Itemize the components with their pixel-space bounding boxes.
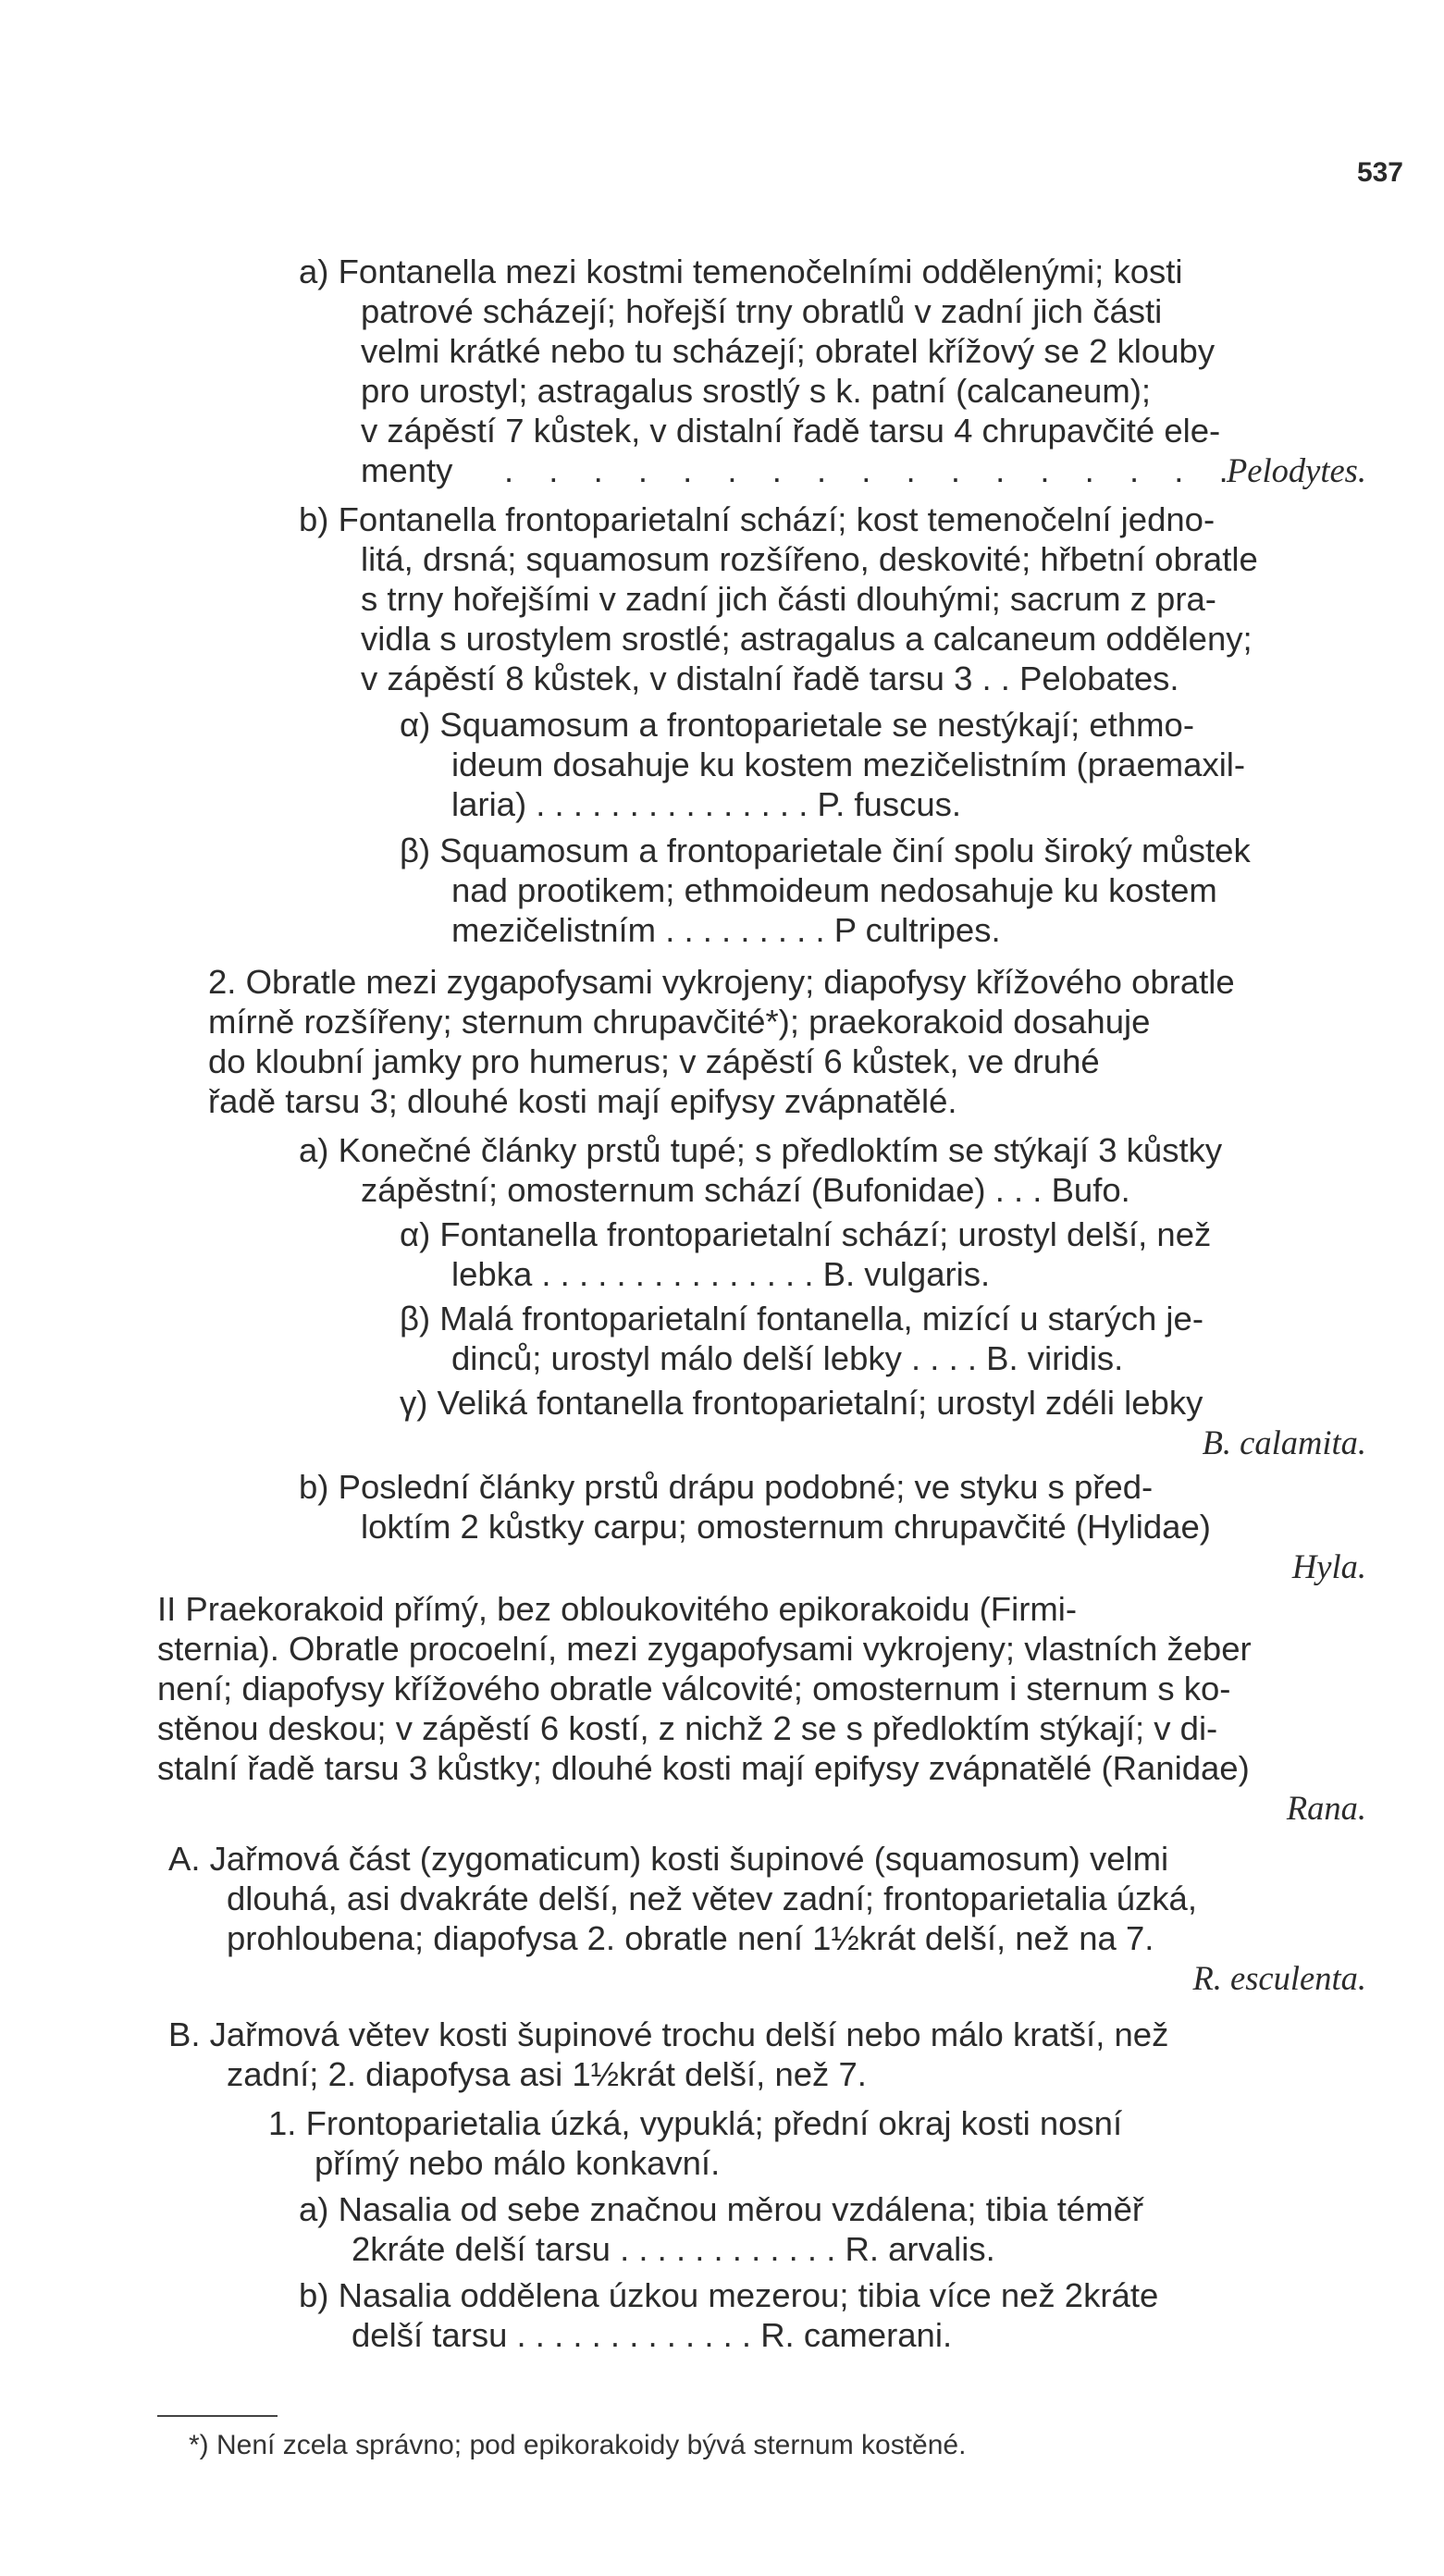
text-line: a) Nasalia od sebe značnou měrou vzdálena; tibia téměř	[299, 2190, 1144, 2228]
text-line: α) Squamosum a frontoparietale se nestýkají; ethmo-	[400, 706, 1194, 744]
text-line: 2kráte delší tarsu . . . . . . . . . . . . R. arvalis.	[352, 2230, 995, 2268]
text-line: sternia). Obratle procoelní, mezi zygapofysami vykrojeny; vlastních žeber	[157, 1630, 1252, 1668]
text-line: pro urostyl; astragalus srostlý s k. patní (calcaneum);	[361, 372, 1152, 410]
text-line: dinců; urostyl málo delší lebky . . . . B. viridis.	[451, 1339, 1124, 1377]
species-name: B. calamita.	[1202, 1424, 1366, 1461]
species-name: R. esculenta.	[1192, 1959, 1366, 1997]
text-line: zápěstní; omosternum schází (Bufonidae) . . . Bufo.	[361, 1171, 1130, 1209]
text-line: nad prootikem; ethmoideum nedosahuje ku kostem	[451, 871, 1217, 909]
text-line: v zápěstí 8 kůstek, v distalní řadě tarsu 3 . . Pelobates.	[361, 659, 1179, 697]
text-line: B. Jařmová větev kosti šupinové trochu delší nebo málo kratší, než	[168, 2015, 1169, 2053]
genus-name: Hyla.	[1291, 1547, 1366, 1585]
text-line: není; diapofysy křížového obratle válcovité; omosternum i sternum s ko-	[157, 1670, 1231, 1707]
text-line: b) Fontanella frontoparietalní schází; kost temenočelní jedno-	[299, 500, 1216, 538]
text-line: litá, drsná; squamosum rozšířeno, deskovité; hřbetní obratle	[361, 540, 1258, 578]
text-line: II Praekorakoid přímý, bez obloukovitého epikorakoidu (Firmi-	[157, 1590, 1078, 1628]
text-line: přímý nebo málo konkavní.	[315, 2144, 721, 2182]
text-line: β) Squamosum a frontoparietale činí spolu široký můstek	[400, 832, 1251, 869]
text-line: dlouhá, asi dvakráte delší, než větev zadní; frontoparietalia úzká,	[227, 1880, 1197, 1917]
text-line: menty	[361, 451, 453, 489]
text-line: a) Konečné články prstů tupé; s předloktím se stýkají 3 kůstky	[299, 1131, 1223, 1169]
text-line: lebka . . . . . . . . . . . . . . . B. vulgaris.	[451, 1255, 991, 1293]
genus-name: Rana.	[1286, 1789, 1366, 1827]
text-line: A. Jařmová část (zygomaticum) kosti šupinové (squamosum) velmi	[168, 1840, 1169, 1878]
genus-name: Pelodytes.	[1226, 451, 1366, 489]
text-line: ideum dosahuje ku kostem mezičelistním (praemaxil-	[451, 746, 1246, 783]
text-line: v zápěstí 7 kůstek, v distalní řadě tarsu 4 chrupavčité ele-	[361, 412, 1221, 450]
text-line: do kloubní jamky pro humerus; v zápěstí 6 kůstek, ve druhé	[208, 1042, 1100, 1080]
text-line: 1. Frontoparietalia úzká, vypuklá; přední okraj kosti nosní	[268, 2104, 1123, 2142]
leader-dots: . . . . . . . . . . . . . . . . .	[504, 451, 1241, 489]
text-line: zadní; 2. diapofysa asi 1½krát delší, než 7.	[227, 2055, 867, 2093]
text-line: mírně rozšířeny; sternum chrupavčité*); praekorakoid dosahuje	[208, 1003, 1151, 1041]
text-line: velmi krátké nebo tu scházejí; obratel křížový se 2 klouby	[361, 332, 1216, 370]
text-line: prohloubena; diapofysa 2. obratle není 1½krát delší, než na 7.	[227, 1919, 1154, 1957]
text-line: laria) . . . . . . . . . . . . . . . P. fuscus.	[451, 785, 962, 823]
text-line: 2. Obratle mezi zygapofysami vykrojeny; diapofysy křížového obratle	[208, 963, 1235, 1001]
text-line: loktím 2 kůstky carpu; omosternum chrupavčité (Hylidae)	[361, 1508, 1211, 1546]
text-line: stěnou deskou; v zápěstí 6 kostí, z nichž 2 se s předloktím stýkají; v di-	[157, 1709, 1218, 1747]
page-number: 537	[1356, 157, 1403, 188]
footnote-rule	[157, 2415, 278, 2417]
text-line: patrové scházejí; hořejší trny obratlů v zadní jich části	[361, 292, 1163, 330]
text-line: mezičelistním . . . . . . . . . P cultripes.	[451, 911, 1001, 949]
text-line: řadě tarsu 3; dlouhé kosti mají epifysy zvápnatělé.	[208, 1082, 957, 1120]
text-line: s trny hořejšími v zadní jich části dlouhými; sacrum z pra-	[361, 580, 1216, 618]
text-line: α) Fontanella frontoparietalní schází; urostyl delší, než	[400, 1215, 1212, 1253]
text-line: γ) Veliká fontanella frontoparietalní; urostyl zdéli lebky	[400, 1384, 1203, 1422]
footnote: *) Není zcela správno; pod epikorakoidy bývá sternum kostěné.	[189, 2430, 967, 2460]
text-line: stalní řadě tarsu 3 kůstky; dlouhé kosti mají epifysy zvápnatělé (Ranidae)	[157, 1749, 1250, 1787]
text-line: delší tarsu . . . . . . . . . . . . . R. camerani.	[352, 2316, 953, 2354]
text-line: b) Nasalia oddělena úzkou mezerou; tibia více než 2kráte	[299, 2276, 1159, 2314]
text-line: a) Fontanella mezi kostmi temenočelními oddělenými; kosti	[299, 253, 1183, 290]
text-line: vidla s urostylem srostlé; astragalus a calcaneum odděleny;	[361, 620, 1253, 658]
text-line: β) Malá frontoparietalní fontanella, mizící u starých je-	[400, 1300, 1203, 1337]
text-line: b) Poslední články prstů drápu podobné; ve styku s před-	[299, 1468, 1154, 1506]
